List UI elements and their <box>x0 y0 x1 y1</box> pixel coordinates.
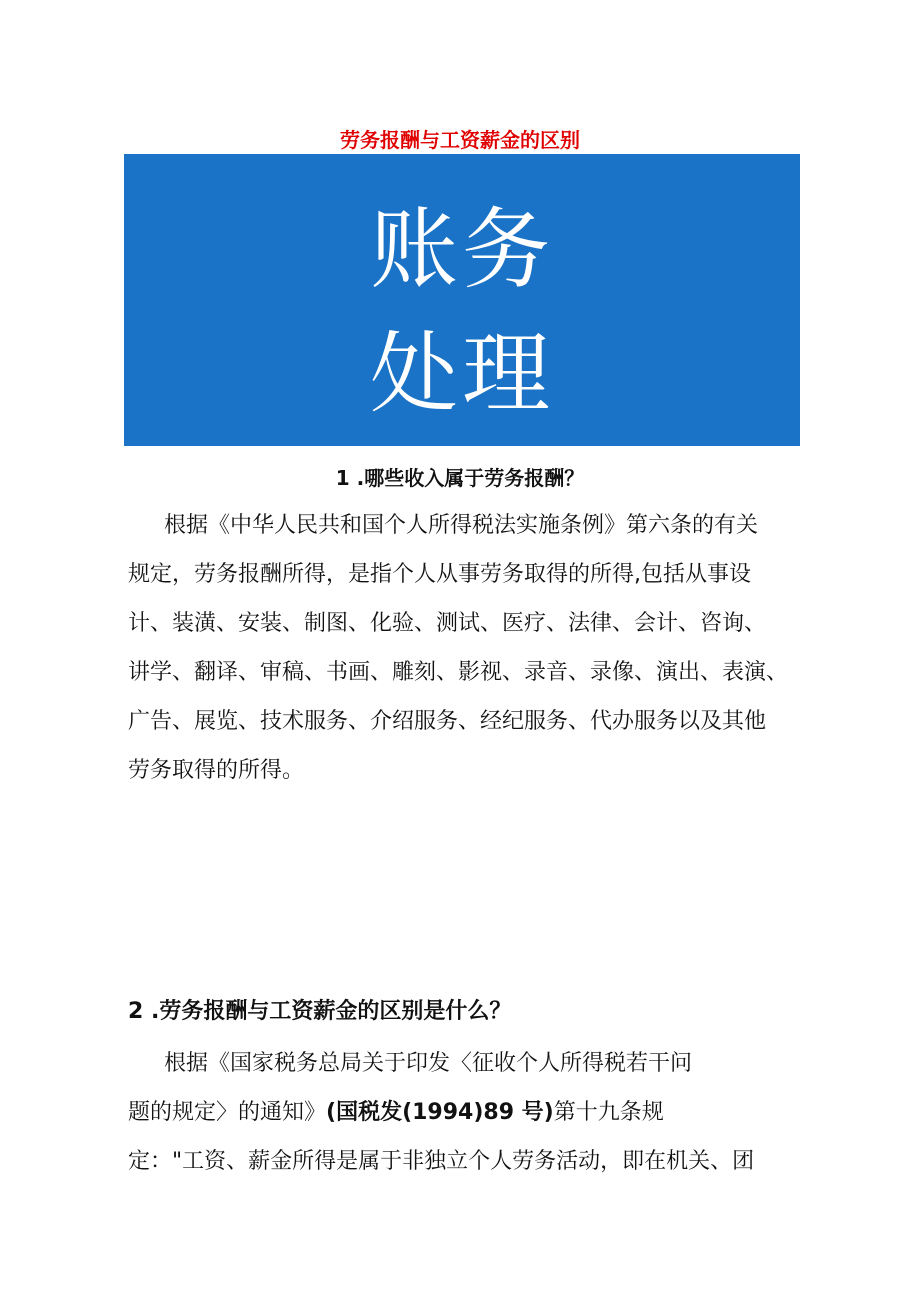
banner-line-1: 账务 <box>369 198 554 301</box>
paragraph-line: 广告、展览、技术服务、介绍服务、经纪服务、代办服务以及其他 <box>128 709 767 734</box>
section2-paragraph <box>128 1039 818 1186</box>
banner-line-2: 处理 <box>369 322 554 425</box>
section1-heading: 1 .哪些收入属于劳务报酬？ <box>335 466 585 490</box>
paragraph-line: 根据《国家税务总局关于印发〈征收个人所得税若干问 <box>164 1051 693 1076</box>
line-text: 题的规定〉的通知》 <box>128 1100 327 1125</box>
document-title: 劳务报酬与工资薪金的区别 <box>340 128 580 152</box>
line-text: 第十九条规 <box>553 1100 664 1125</box>
paragraph-line: 规定，劳务报酬所得，是指个人从事劳务取得的所得,包括从事设 <box>128 562 751 587</box>
paragraph-line: 定："工资、薪金所得是属于非独立个人劳务活动，即在机关、团 <box>128 1149 755 1174</box>
paragraph-line: 计、装潢、安装、制图、化验、测试、医疗、法律、会计、咨询、 <box>128 611 767 636</box>
section2-heading: 2 .劳务报酬与工资薪金的区别是什么？ <box>128 999 512 1024</box>
paragraph-line: 讲学、翻译、审稿、书画、雕刻、影视、录音、录像、演出、表演、 <box>128 660 789 685</box>
banner <box>124 154 800 446</box>
document-number: (国税发(1994)89 号) <box>326 1100 554 1125</box>
section1-paragraph <box>128 501 818 795</box>
paragraph-line: 劳务取得的所得。 <box>128 758 305 783</box>
paragraph-line <box>128 1088 818 1137</box>
paragraph-line: 根据《中华人民共和国个人所得税法实施条例》第六条的有关 <box>164 513 759 538</box>
